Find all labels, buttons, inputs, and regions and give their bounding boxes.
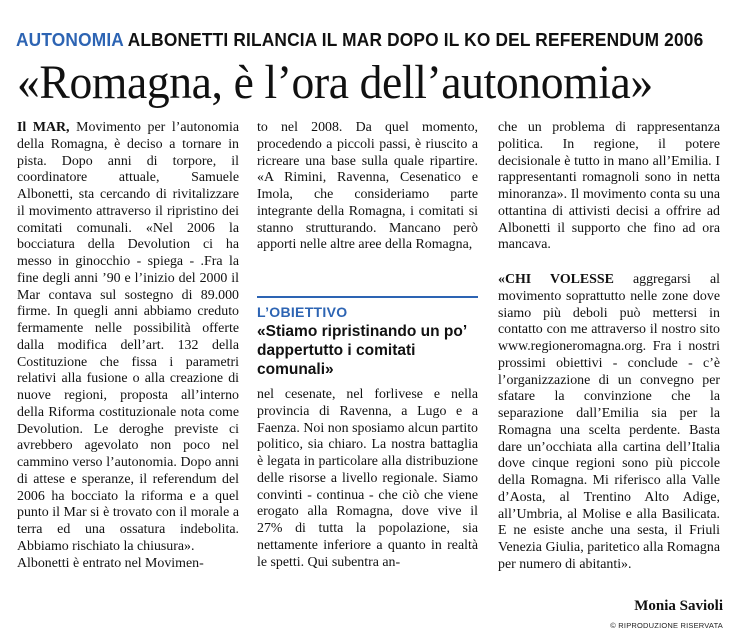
article-column-3 — [498, 120, 720, 600]
pull-quote-text: «Stiamo ripristinando un po’ dappertutto i comitati comunali» — [257, 323, 467, 378]
paragraph: to nel 2008. Da quel momento, procedendo a piccoli passi, è riuscito a ricreare una base sulla quale ripartire. «A Rimini, Ravenna, Cesenatico e Imola, che consideriamo parte integrante della Romagna, i comitati si stanno strutturando. Mancano però apporti nelle altre aree della Romagna, — [257, 120, 478, 253]
pull-quote-rule — [257, 296, 478, 298]
lead-in: Il MAR, — [17, 120, 70, 135]
copyright-notice: © RIPRODUZIONE RISERVATA — [610, 621, 723, 630]
byline: Monia Savioli — [634, 598, 723, 614]
paragraph: che un problema di rappresentanza politica. In regione, il potere decisionale è tutto in mano all’Emilia. I rappresentanti romagnoli sono in netta minoranza». Il movimento conta su una ottantina di attivisti decisi a offrire ad Albonetti il supporto che fino ad ora mancava. — [498, 120, 720, 253]
paragraph: aggregarsi al movimento soprattutto nelle zone dove siamo più deboli può mettersi in contatto con me attraverso il nostro sito www.regioneromagna.org. Fra i nostri prossimi obiettivi - conclude - c’è l’organizzazione di un convegno per sfatare la convinzione che la separazione dall’Emilia sia per la Romagna una scelta perdente. Basta dare un’occhiata alla cartina dell’Italia dove cinque regioni sono più piccole della Romagna. Mi riferisco alla Valle d’Aosta, al Trentino Alto Adige, all’Umbria, al Molise e alla Basilicata. E ne esiste anche una sesta, il Friuli Venezia Giulia, paritetico alla Romagna per numero di abitanti». — [498, 272, 720, 572]
article-column-2-top — [257, 120, 478, 272]
paragraph: Albonetti è entrato nel Movimen- — [17, 555, 204, 571]
headline: «Romagna, è l’ora dell’autonomia» — [17, 56, 653, 109]
paragraph: Movimento per l’autonomia della Romagna, è deciso a tornare in pista. Dopo anni di torpore, il coordinatore attuale, Samuele Albonetti, sta cercando di rivitalizzare il movimento attraverso il ripristino dei comitati comunali. «Nel 2006 la bocciatura della Devolution ci ha messo in ginocchio - spiega - .Fra la fine degli anni ’90 e l’inizio del 2000 il Mar contava sul sostegno di 89.000 firme. In quegli anni abbiamo creduto fermamente nelle possibilità offerte dalla modifica dell’art. 132 della Costituzione che fissa i parametri relativi alla fusione o alla creazione di nuove regioni, proposta all’interno della Riforma costituzionale nota come Devolution. Le deroghe previste ci avrebbero agevolato non poco nel cammino verso l’autonomia. Dopo anni di attese e speranze, il referendum del 2006 ha bocciato la riforma e a quel punto il Mar si è trovato con il morale a terra ed una ossatura indebolita. Abbiamo rischiato la chiusura». — [17, 120, 239, 554]
kicker-text: ALBONETTI RILANCIA IL MAR DOPO IL KO DEL REFERENDUM 2006 — [127, 29, 704, 50]
lead-in: «CHI VOLESSE — [498, 272, 614, 287]
kicker-section: AUTONOMIA — [16, 29, 124, 50]
article-column-1 — [17, 120, 239, 630]
paragraph: nel cesenate, nel forlivese e nella provincia di Ravenna, a Lugo e a Faenza. Noi non sposiamo alcun partito politico, sia chiaro. La nostra battaglia è legata in particolare alla distribuzione delle risorse a livello regionale. Siamo convinti - continua - che ciò che viene erogato alla Romagna, dove vive il 27% di tutta la popolazione, sia nettamente inferiore a quanto in realtà le spetti. Qui subentra an- — [257, 387, 478, 570]
pull-quote-label: L’OBIETTIVO — [257, 304, 348, 320]
article-column-2-bottom — [257, 387, 478, 633]
kicker — [16, 29, 704, 51]
pull-quote-box — [257, 282, 478, 378]
